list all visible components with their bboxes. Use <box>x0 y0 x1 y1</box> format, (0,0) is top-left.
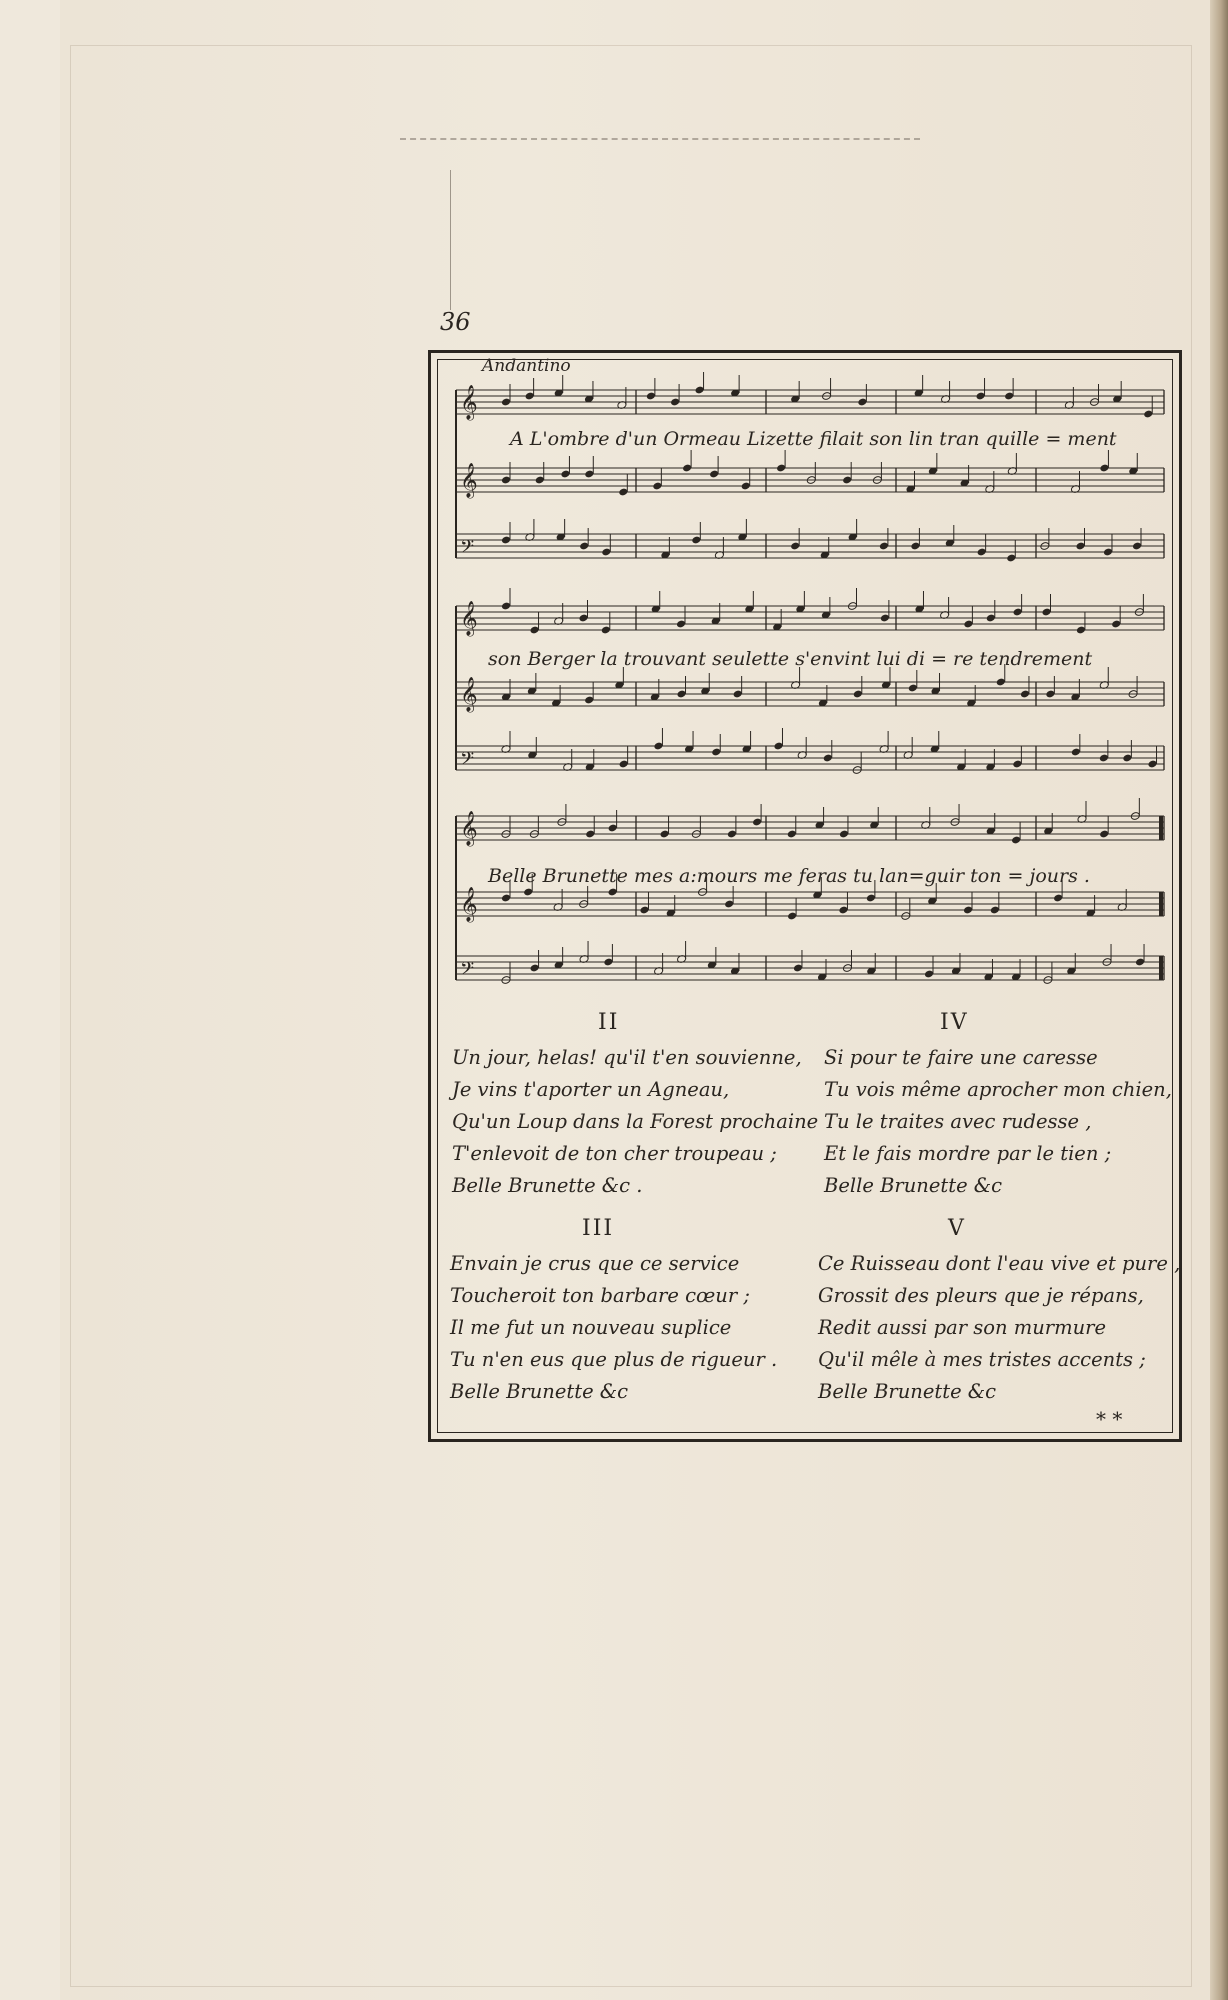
verse-number-V: V <box>948 1216 966 1241</box>
verse-line: Redit aussi par son murmure <box>818 1316 1107 1339</box>
lyric-line-1: A L'ombre d'un Ormeau Lizette filait son lin tran quille = ment <box>510 428 1117 450</box>
verse-line: Qu'il mêle à mes tristes accents ; <box>818 1348 1146 1371</box>
treble-clef: 𝄞 <box>460 677 478 712</box>
treble-clef: 𝄞 <box>460 601 478 636</box>
verse-line: Belle Brunette &c . <box>452 1174 643 1197</box>
verse-line: Toucheroit ton barbare cœur ; <box>450 1284 750 1307</box>
notes <box>501 372 1158 984</box>
verse-line: Qu'un Loup dans la Forest prochaine <box>452 1110 819 1133</box>
verse-line: Tu vois même aprocher mon chien, <box>824 1078 1172 1101</box>
vertical-mark <box>450 170 451 310</box>
verse-line: Tu le traites avec rudesse , <box>824 1110 1092 1133</box>
verse-line: Tu n'en eus que plus de rigueur . <box>450 1348 778 1371</box>
bass-clef: 𝄢 <box>460 537 475 562</box>
treble-clef: 𝄞 <box>460 463 478 498</box>
verse-line: Je vins t'aporter un Agneau, <box>452 1078 730 1101</box>
verse-line: Grossit des pleurs que je répans, <box>818 1284 1144 1307</box>
verse-line: Un jour, helas! qu'il t'en souvienne, <box>452 1046 802 1069</box>
verse-line: Et le fais mordre par le tien ; <box>824 1142 1112 1165</box>
treble-clef: 𝄞 <box>460 887 478 922</box>
music-score <box>436 370 1174 990</box>
treble-clef: 𝄞 <box>460 385 478 420</box>
lyric-line-2: son Berger la trouvant seulette s'envint lui di = re tendrement <box>488 648 1093 670</box>
treble-clef: 𝄞 <box>460 811 478 846</box>
bass-clef: 𝄢 <box>460 959 475 984</box>
verse-line: Belle Brunette &c <box>824 1174 1003 1197</box>
verse-number-IV: IV <box>940 1010 969 1035</box>
lyric-line-3: Belle Brunette mes a:mours me feras tu lan=guir ton = jours . <box>488 865 1090 887</box>
verse-line: T'enlevoit de ton cher troupeau ; <box>452 1142 777 1165</box>
page-number: 36 <box>440 308 471 336</box>
bass-clef: 𝄢 <box>460 749 475 774</box>
dashed-line <box>400 138 920 140</box>
verse-line: Belle Brunette &c <box>818 1380 997 1403</box>
verse-line: Belle Brunette &c <box>450 1380 629 1403</box>
clefs <box>460 385 478 984</box>
verse-line: Ce Ruisseau dont l'eau vive et pure , <box>818 1252 1181 1275</box>
tempo-marking: Andantino <box>482 356 571 376</box>
verse-line: Envain je crus que ce service <box>450 1252 740 1275</box>
ornament-stars: * * <box>1096 1407 1123 1431</box>
book-page-edge <box>1210 0 1228 2000</box>
verse-line: Si pour te faire une caresse <box>824 1046 1098 1069</box>
verse-line: Il me fut un nouveau suplice <box>450 1316 732 1339</box>
verse-number-II: II <box>598 1010 620 1035</box>
verse-number-III: III <box>582 1216 615 1241</box>
